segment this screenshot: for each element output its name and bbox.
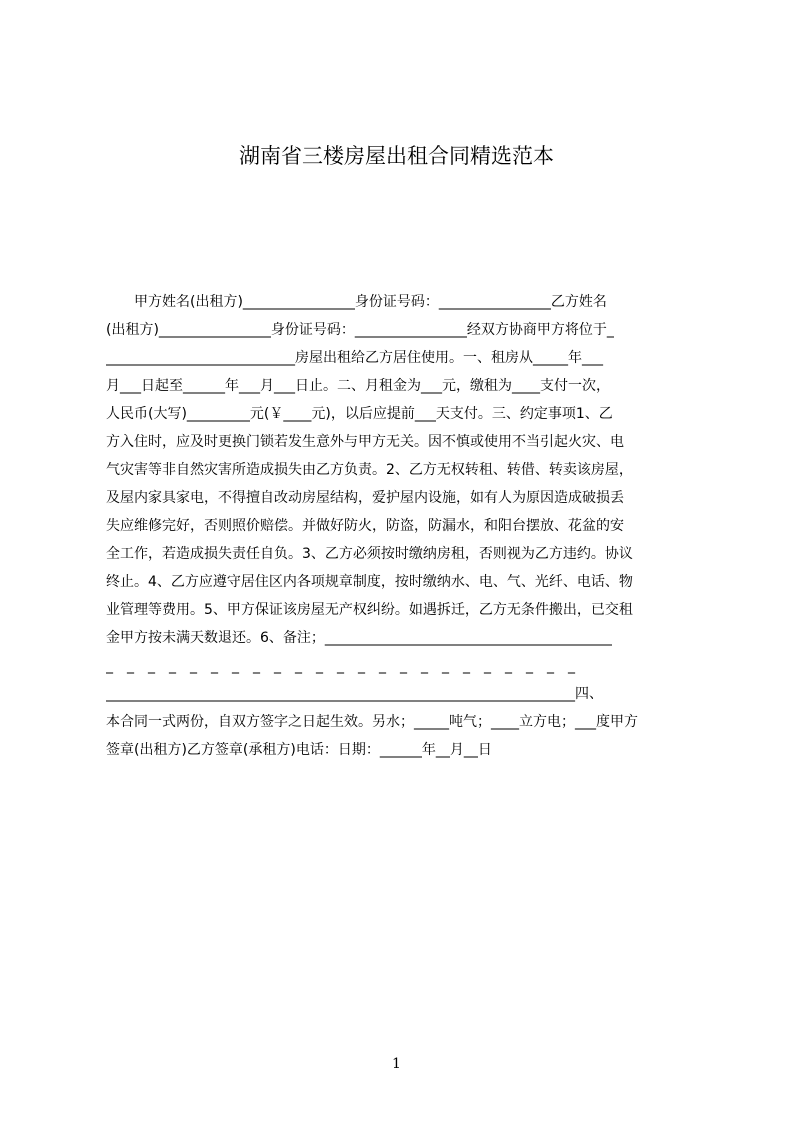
body-line: ___________________________________________________________________四、 <box>106 686 603 702</box>
page-number: 1 <box>392 1056 401 1072</box>
body-line: 本合同一式两份，自双方签字之日起生效。另水；_____吨气；____立方电；___度甲方 <box>106 714 638 730</box>
body-line: 全工作，若造成损失责任自负。3、乙方必须按时缴纳房租，否则视为乙方违约。协议 <box>106 546 633 562</box>
body-line: 及屋内家具家电，不得擅自改动房屋结构，爱护屋内设施，如有人为原因造成破损丢 <box>106 490 624 506</box>
document-title: 湖南省三楼房屋出租合同精选范本 <box>239 144 554 168</box>
body-line: ___________________________房屋出租给乙方居住使用。一、租房从_____年___ <box>106 350 603 366</box>
body-line: 金甲方按未满天数退还。6、备注；_________________________________________ <box>106 630 612 646</box>
body-line: 甲方姓名(出租方)________________身份证号码：________________乙方姓名 <box>106 294 607 310</box>
body-line: 业管理等费用。5、甲方保证该房屋无产权纠纷。如遇拆迁，乙方无条件搬出，已交租 <box>106 602 633 618</box>
body-line: 月___日起至______年___月___日止。二、月租金为___元，缴租为____支付一次， <box>106 378 610 394</box>
body-line: (出租方)________________身份证号码：________________经双方协商甲方将位于_ <box>106 322 614 338</box>
body-line: 签章(出租方)乙方签章(承租方)电话：日期：______年__月__日 <box>106 742 492 758</box>
body-line: 人民币(大写)_________元(￥____元)，以后应提前___天支付。三、约定事项1、乙 <box>106 406 613 422</box>
body-line: 方入住时，应及时更换门锁若发生意外与甲方无关。因不慎或使用不当引起火灾、电 <box>106 434 624 450</box>
body-line: 终止。4、乙方应遵守居住区内各项规章制度，按时缴纳水、电、气、光纤、电话、物 <box>106 574 633 590</box>
body-line: 气灾害等非自然灾害所造成损失由乙方负责。2、乙方无权转租、转借、转卖该房屋， <box>106 462 633 478</box>
body-line: _ _ _ _ _ _ _ _ _ _ _ _ _ _ _ _ _ _ _ _ _ _ _ <box>106 658 575 674</box>
contract-body <box>106 288 700 764</box>
body-line: 失应维修完好，否则照价赔偿。并做好防火，防盗，防漏水，和阳台摆放、花盆的安 <box>106 518 624 534</box>
